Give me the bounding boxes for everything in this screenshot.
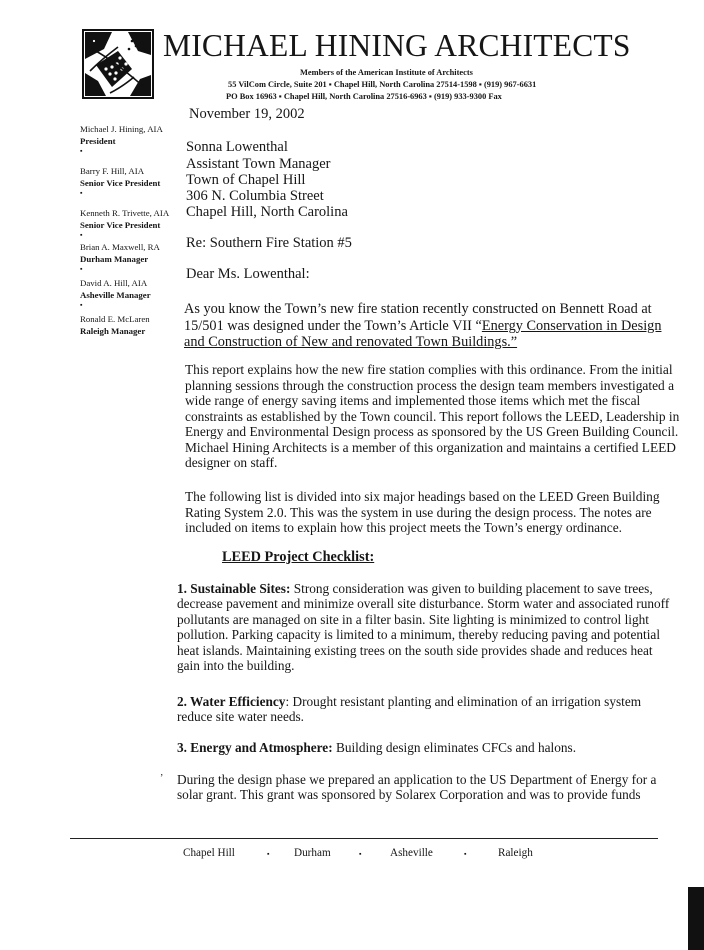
staff-bullet: ▪ (80, 189, 83, 197)
recipient-line: Town of Chapel Hill (186, 172, 306, 188)
staff-title: Senior Vice President (80, 220, 161, 230)
scan-edge-mark (688, 887, 704, 950)
staff-title: Senior Vice President (80, 178, 161, 188)
staff-entry (80, 207, 169, 240)
footer-bullet: ▪ (359, 850, 362, 858)
footer-rule (70, 838, 658, 839)
staff-title: Asheville Manager (80, 290, 151, 300)
checklist-heading: LEED Project Checklist: (222, 549, 375, 565)
address-line-2: PO Box 16963 ▪ Chapel Hill, North Carolina 27516-6963 ▪ (919) 933-9300 Fax (226, 92, 502, 101)
address-line-1: 55 VilCom Circle, Suite 201 ▪ Chapel Hill, North Carolina 27514-1598 ▪ (919) 967-6631 (228, 80, 537, 89)
item-label: 3. Energy and Atmosphere: (177, 740, 333, 755)
item-text: Strong consideration was given to building placement to save trees, decrease pavement and minimize overall site disturbance. Storm water and associated runoff pollutants are managed on site in a filter basin. Site lighting is minimized to control light pollution. Parking capacity is limited to a minimum, thereby reducing paving and potential heat islands. Maintaining existing trees on the south side provides shade and reduces heat gain into the building. (177, 581, 670, 674)
item-text: : Drought resistant planting and elimination of an irrigation system reduce site water needs. (177, 694, 642, 725)
staff-name: David A. Hill, AIA (80, 278, 148, 288)
staff-name: Kenneth R. Trivette, AIA (80, 208, 170, 218)
staff-title: Durham Manager (80, 254, 149, 264)
recipient-line: 306 N. Columbia Street (186, 188, 324, 204)
staff-bullet: ▪ (80, 265, 83, 273)
paragraph-report: This report explains how the new fire station complies with this ordinance. From the initial planning sessions through the construction process the design team members investigated a wide range of energy saving items and implemented those items which met the fiscal constraints as established by the Town council. This report follows the LEED, Leadership in Energy and Environmental Design process as sponsored by the US Green Building Council. Michael Hining Architects is a member of this organization and maintains a certified LEED designer on staff. (185, 362, 680, 470)
firm-name: MICHAEL HINING ARCHITECTS (163, 28, 631, 63)
subject-line: Re: Southern Fire Station #5 (186, 235, 352, 251)
recipient-line: Sonna Lowenthal (186, 139, 288, 155)
checklist-item (177, 694, 677, 725)
paragraph-list-intro: The following list is divided into six major headings based on the LEED Green Building Rating System 2.0. This was the system in use during the design process. The notes are included on items to explain how this project meets the Town’s energy ordinance. (185, 489, 660, 535)
staff-title: Raleigh Manager (80, 326, 146, 336)
item-text: Building design eliminates CFCs and halons. (332, 740, 577, 755)
staff-bullet: ▪ (80, 147, 83, 155)
staff-name: Ronald E. McLaren (80, 314, 150, 324)
staff-entry (80, 123, 163, 156)
office-durham: Durham (294, 847, 331, 859)
staff-bullet: ▪ (80, 301, 83, 309)
intro-text: As you know the Town’s new fire station recently constructed on Bennett Road at 15/501 was designed under the Town’s Article VII “ (184, 301, 652, 334)
recipient-line: Assistant Town Manager (186, 156, 331, 172)
office-chapel-hill: Chapel Hill (183, 847, 235, 859)
paragraph-intro (184, 301, 684, 351)
staff-entry (80, 313, 150, 337)
checklist-item (177, 740, 677, 755)
membership-line: Members of the American Institute of Architects (300, 68, 473, 77)
salutation: Dear Ms. Lowenthal: (186, 266, 310, 282)
letter-date: November 19, 2002 (189, 106, 305, 122)
staff-name: Michael J. Hining, AIA (80, 124, 163, 134)
staff-name: Brian A. Maxwell, RA (80, 242, 160, 252)
staff-entry (80, 165, 160, 198)
staff-entry (80, 277, 151, 310)
staff-entry (80, 241, 160, 274)
firm-logo (82, 29, 154, 99)
staff-title: President (80, 136, 116, 146)
office-raleigh: Raleigh (498, 847, 533, 859)
item-label: 1. Sustainable Sites: (177, 581, 291, 596)
item-label: 2. Water Efficiency (177, 694, 286, 709)
footer-bullet: ▪ (464, 850, 467, 858)
office-asheville: Asheville (390, 847, 433, 859)
footer-bullet: ▪ (267, 850, 270, 858)
paragraph-solar-grant: During the design phase we prepared an application to the US Department of Energy for a solar grant. This grant was sponsored by Solarex Corporation and was to provide funds (177, 772, 657, 803)
staff-name: Barry F. Hill, AIA (80, 166, 145, 176)
checklist-item (177, 581, 677, 673)
stray-mark: ’ (160, 773, 164, 784)
ordinance-title: Energy Conservation in Design and Construction of New and renovated Town Buildings.” (184, 317, 662, 350)
recipient-line: Chapel Hill, North Carolina (186, 204, 348, 220)
staff-bullet: ▪ (80, 231, 83, 239)
